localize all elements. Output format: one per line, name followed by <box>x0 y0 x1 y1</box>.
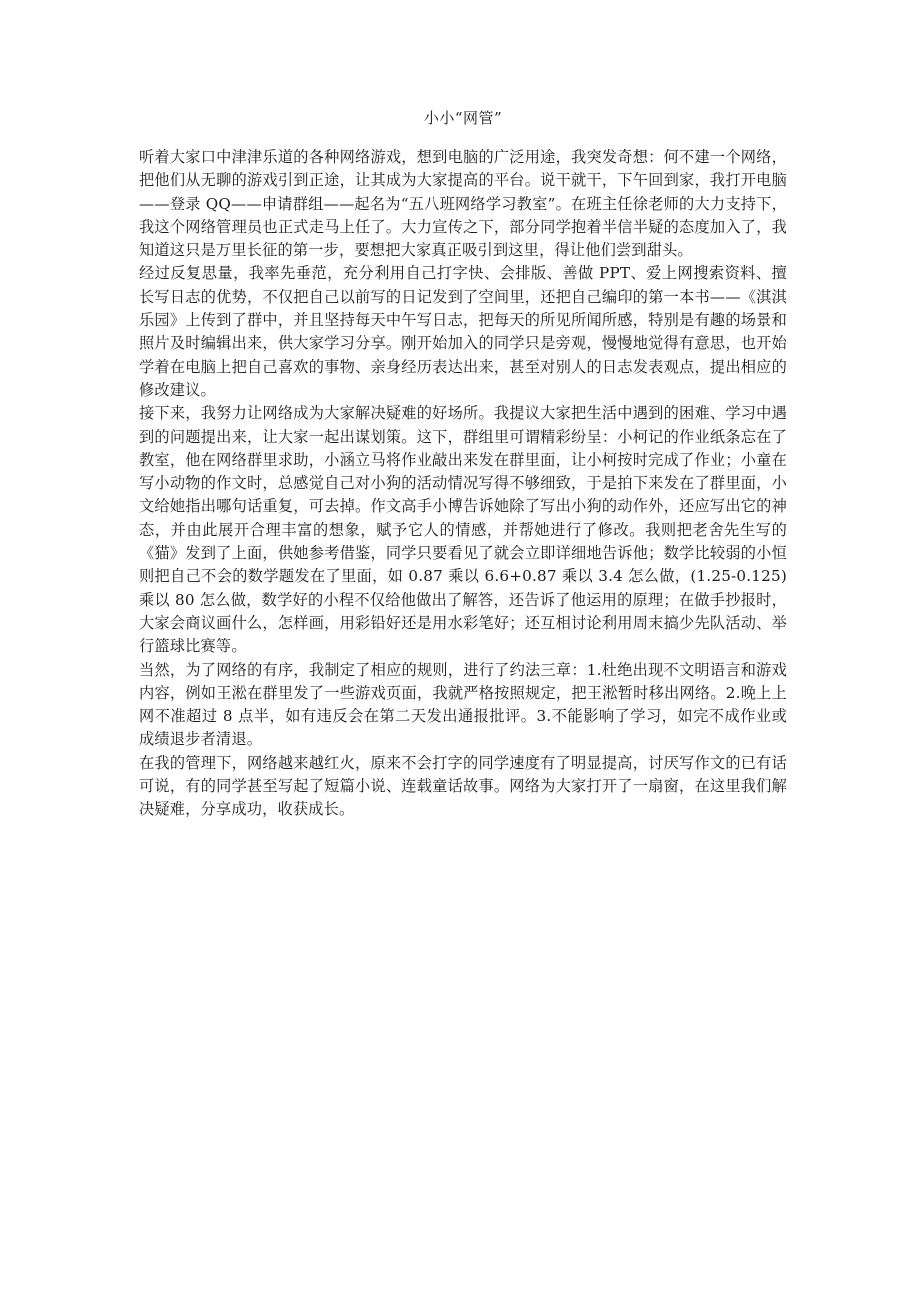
paragraph-1: 听着大家口中津津乐道的各种网络游戏，想到电脑的广泛用途，我突发奇想：何不建一个网络，把他们从无聊的游戏引到正途，让其成为大家提高的平台。说干就干，下午回到家，我打开电脑——登录 QQ——申请群组——起名为“五八班网络学习教室”。在班主任徐老师的大力支持下，我这个网络管理员也正式走马上任了。大力宣传之下，部分同学抱着半信半疑的态度加入了，我知道这只是万里长征的第一步，要想把大家真正吸引到这里，得让他们尝到甜头。 <box>139 148 787 260</box>
document-page <box>139 108 787 822</box>
paragraph-4: 当然，为了网络的有序，我制定了相应的规则，进行了约法三章：1.杜绝出现不文明语言和游戏内容，例如王淞在群里发了一些游戏页面，我就严格按照规定，把王淞暂时移出网络。2.晚上上网不准超过 8 点半，如有违反会在第二天发出通报批评。3.不能影响了学习，如完不成作业或成绩退步者清退。 <box>139 660 787 749</box>
paragraph-2: 经过反复思量，我率先垂范，充分利用自己打字快、会排版、善做 PPT、爱上网搜索资料、擅长写日志的优势，不仅把自己以前写的日记发到了空间里，还把自己编印的第一本书——《淇淇乐园》上传到了群中，并且坚持每天中午写日志，把每天的所见所闻所感，特别是有趣的场景和照片及时编辑出来，供大家学习分享。刚开始加入的同学只是旁观，慢慢地觉得有意思，也开始学着在电脑上把自己喜欢的事物、亲身经历表达出来，甚至对别人的日志发表观点，提出相应的修改建议。 <box>139 264 787 399</box>
document-title: 小小“网管” <box>423 109 503 127</box>
paragraph-5: 在我的管理下，网络越来越红火，原来不会打字的同学速度有了明显提高，讨厌写作文的已有话可说，有的同学甚至写起了短篇小说、连载童话故事。网络为大家打开了一扇窗，在这里我们解决疑难，分享成功，收获成长。 <box>139 753 787 819</box>
paragraph-3: 接下来，我努力让网络成为大家解决疑难的好场所。我提议大家把生活中遇到的困难、学习中遇到的问题提出来，让大家一起出谋划策。这下，群组里可谓精彩纷呈：小柯记的作业纸条忘在了教室，他在网络群里求助，小涵立马将作业敲出来发在群里面，让小柯按时完成了作业；小童在写小动物的作文时，总感觉自己对小狗的活动情况写得不够细致，于是拍下来发在了群里面，小文给她指出哪句话重复，可去掉。作文高手小博告诉她除了写出小狗的动作外，还应写出它的神态，并由此展开合理丰富的想象，赋予它人的情感，并帮她进行了修改。我则把老舍先生写的《猫》发到了上面，供她参考借鉴，同学只要看见了就会立即详细地告诉他；数学比较弱的小恒则把自己不会的数学题发在了里面，如 0.87 乘以 6.6+0.87 乘以 3.4 怎么做，(1.25-0.125)乘以 80 怎么做，数学好的小程不仅给他做出了解答，还告诉了他运用的原理；在做手抄报时，大家会商议画什么，怎样画，用彩铅好还是用水彩笔好；还互相讨论利用周末搞少先队活动、举行篮球比赛等。 <box>139 404 787 656</box>
